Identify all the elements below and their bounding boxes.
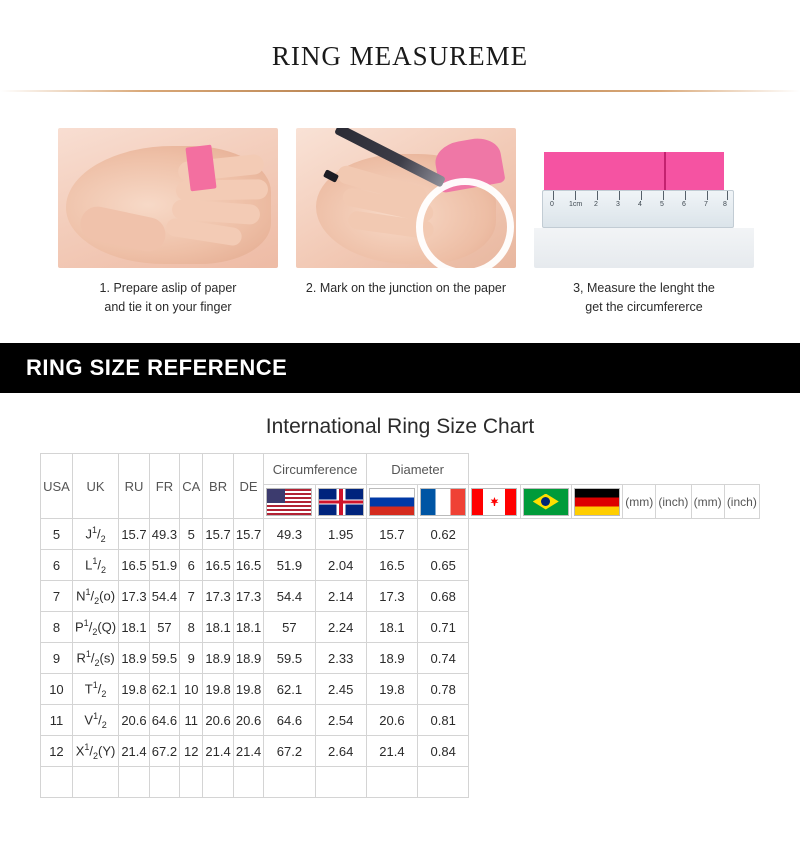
cell-usa: 10	[41, 674, 73, 705]
canada-flag-icon	[471, 488, 517, 516]
cell-usa: 6	[41, 550, 73, 581]
flag-cell-fr	[418, 485, 469, 519]
page-header	[0, 0, 800, 92]
unit-circumference-inch: (inch)	[656, 485, 691, 519]
cell-diameter-inch: 0.78	[418, 674, 469, 705]
cell-de: 20.6	[233, 705, 263, 736]
ruler-number: 0	[550, 201, 554, 208]
cell-uk: $T^1/_2$	[72, 674, 118, 705]
uk-flag-icon	[318, 488, 364, 516]
chart-title: International Ring Size Chart	[265, 415, 535, 438]
cell-diameter-mm: 17.3	[366, 581, 417, 612]
table-row	[41, 550, 760, 581]
step-1	[58, 128, 278, 317]
cell-fr: 62.1	[149, 674, 179, 705]
cell-fr: 54.4	[149, 581, 179, 612]
cell-ru: 18.9	[119, 643, 149, 674]
cell-uk: $P^1/_2(Q)$	[72, 612, 118, 643]
cell-ru: 16.5	[119, 550, 149, 581]
ruler-number: 2	[594, 201, 598, 208]
cell-usa: 9	[41, 643, 73, 674]
cell-empty	[72, 767, 118, 798]
cell-diameter-mm: 18.1	[366, 612, 417, 643]
cell-ru: 17.3	[119, 581, 149, 612]
cell-empty	[180, 767, 203, 798]
column-header-diameter: Diameter	[366, 454, 469, 485]
cell-fr: 49.3	[149, 519, 179, 550]
step-2-caption	[296, 279, 516, 298]
cell-circumference-mm: 54.4	[264, 581, 315, 612]
cell-ru: 21.4	[119, 736, 149, 767]
column-header-circumference: Circumference	[264, 454, 367, 485]
ruler-number: 1cm	[569, 201, 583, 208]
step-1-caption-line1: 1. Prepare aslip of paper	[99, 281, 237, 295]
cell-fr: 51.9	[149, 550, 179, 581]
unit-diameter-inch: (inch)	[724, 485, 759, 519]
cell-empty	[366, 767, 417, 798]
cell-circumference-mm: 59.5	[264, 643, 315, 674]
cell-diameter-mm: 15.7	[366, 519, 417, 550]
cell-fr: 67.2	[149, 736, 179, 767]
step-1-caption	[58, 279, 278, 317]
cell-diameter-inch: 0.81	[418, 705, 469, 736]
flag-cell-ca	[469, 485, 520, 519]
cell-fr: 64.6	[149, 705, 179, 736]
cell-diameter-mm: 19.8	[366, 674, 417, 705]
cell-circumference-mm: 49.3	[264, 519, 315, 550]
cell-circumference-inch: 2.45	[315, 674, 366, 705]
cell-empty	[233, 767, 263, 798]
cell-diameter-mm: 18.9	[366, 643, 417, 674]
cell-ru: 15.7	[119, 519, 149, 550]
cell-circumference-inch: 2.64	[315, 736, 366, 767]
unit-circumference-mm: (mm)	[623, 485, 656, 519]
instruction-steps	[0, 92, 800, 317]
cell-de: 17.3	[233, 581, 263, 612]
cell-diameter-mm: 16.5	[366, 550, 417, 581]
cell-br: 17.3	[203, 581, 233, 612]
step-3-caption-line1: 3, Measure the lenght the	[573, 281, 715, 295]
cell-circumference-mm: 57	[264, 612, 315, 643]
table-row	[41, 643, 760, 674]
ruler-number: 6	[682, 201, 686, 208]
column-header-uk: UK	[72, 454, 118, 519]
flag-cell-de	[571, 485, 622, 519]
cell-fr: 59.5	[149, 643, 179, 674]
cell-ru: 18.1	[119, 612, 149, 643]
unit-diameter-mm: (mm)	[691, 485, 724, 519]
cell-ca: 8	[180, 612, 203, 643]
usa-flag-icon	[266, 488, 312, 516]
cell-ru: 19.8	[119, 674, 149, 705]
cell-ca: 5	[180, 519, 203, 550]
cell-ca: 11	[180, 705, 203, 736]
cell-usa: 12	[41, 736, 73, 767]
section-banner-label: RING SIZE REFERENCE	[26, 355, 288, 380]
cell-empty	[149, 767, 179, 798]
france-flag-icon	[420, 488, 466, 516]
cell-circumference-inch: 1.95	[315, 519, 366, 550]
table-row	[41, 736, 760, 767]
cell-ca: 9	[180, 643, 203, 674]
header-divider	[0, 90, 800, 92]
cell-empty	[418, 767, 469, 798]
column-header-fr: FR	[149, 454, 179, 519]
column-header-br: BR	[203, 454, 233, 519]
cell-circumference-mm: 67.2	[264, 736, 315, 767]
cell-ca: 7	[180, 581, 203, 612]
flag-cell-ru	[366, 485, 417, 519]
hand-with-paper-slip-photo	[58, 128, 278, 268]
cell-usa: 5	[41, 519, 73, 550]
table-row	[41, 519, 760, 550]
ring-size-table	[40, 453, 760, 798]
cell-uk: $J^1/_2$	[72, 519, 118, 550]
ruler-number: 3	[616, 201, 620, 208]
section-banner	[0, 343, 800, 393]
cell-circumference-mm: 51.9	[264, 550, 315, 581]
cell-br: 15.7	[203, 519, 233, 550]
cell-circumference-inch: 2.04	[315, 550, 366, 581]
cell-de: 19.8	[233, 674, 263, 705]
cell-empty	[315, 767, 366, 798]
cell-circumference-inch: 2.14	[315, 581, 366, 612]
table-header-row	[41, 454, 760, 485]
cell-empty	[203, 767, 233, 798]
cell-diameter-mm: 21.4	[366, 736, 417, 767]
cell-diameter-inch: 0.68	[418, 581, 469, 612]
column-header-ru: RU	[119, 454, 149, 519]
cell-diameter-inch: 0.62	[418, 519, 469, 550]
cell-circumference-inch: 2.24	[315, 612, 366, 643]
cell-br: 20.6	[203, 705, 233, 736]
step-2	[296, 128, 516, 317]
cell-empty	[41, 767, 73, 798]
cell-br: 16.5	[203, 550, 233, 581]
brazil-flag-icon	[523, 488, 569, 516]
table-row	[41, 612, 760, 643]
column-header-ca: CA	[180, 454, 203, 519]
cell-diameter-mm: 20.6	[366, 705, 417, 736]
table-row	[41, 705, 760, 736]
cell-br: 18.1	[203, 612, 233, 643]
cell-de: 18.9	[233, 643, 263, 674]
cell-diameter-inch: 0.84	[418, 736, 469, 767]
cell-ru: 20.6	[119, 705, 149, 736]
ruler-number: 5	[660, 201, 664, 208]
cell-de: 15.7	[233, 519, 263, 550]
cell-ca: 6	[180, 550, 203, 581]
ruler-graphic	[542, 190, 734, 228]
cell-diameter-inch: 0.71	[418, 612, 469, 643]
step-3-caption	[534, 279, 754, 317]
cell-ca: 10	[180, 674, 203, 705]
cell-br: 19.8	[203, 674, 233, 705]
table-row	[41, 581, 760, 612]
cell-uk: $L^1/_2$	[72, 550, 118, 581]
cell-de: 16.5	[233, 550, 263, 581]
table-row	[41, 767, 760, 798]
germany-flag-icon	[574, 488, 620, 516]
cell-circumference-mm: 64.6	[264, 705, 315, 736]
cell-usa: 11	[41, 705, 73, 736]
cell-empty	[264, 767, 315, 798]
cell-uk: $V^1/_2$	[72, 705, 118, 736]
russia-flag-icon	[369, 488, 415, 516]
flag-cell-usa	[264, 485, 315, 519]
step-3	[534, 128, 754, 317]
cell-circumference-inch: 2.33	[315, 643, 366, 674]
cell-circumference-inch: 2.54	[315, 705, 366, 736]
cell-usa: 7	[41, 581, 73, 612]
cell-diameter-inch: 0.74	[418, 643, 469, 674]
cell-de: 18.1	[233, 612, 263, 643]
cell-diameter-inch: 0.65	[418, 550, 469, 581]
cell-uk: $R^1/_2(s)$	[72, 643, 118, 674]
column-header-usa: USA	[41, 454, 73, 519]
cell-uk: $X^1/_2(Y)$	[72, 736, 118, 767]
marking-junction-with-pen-photo	[296, 128, 516, 268]
cell-ca: 12	[180, 736, 203, 767]
cell-uk: $N^1/_2(o)$	[72, 581, 118, 612]
step-2-caption-line1: 2. Mark on the junction on the paper	[305, 281, 507, 295]
cell-empty	[119, 767, 149, 798]
cell-br: 21.4	[203, 736, 233, 767]
cell-circumference-mm: 62.1	[264, 674, 315, 705]
ruler-number: 8	[723, 201, 727, 208]
flag-cell-br	[520, 485, 571, 519]
cell-usa: 8	[41, 612, 73, 643]
step-3-caption-line2: get the circumfererce	[585, 300, 703, 314]
table-row	[41, 674, 760, 705]
column-header-de: DE	[233, 454, 263, 519]
cell-fr: 57	[149, 612, 179, 643]
cell-de: 21.4	[233, 736, 263, 767]
table-body	[41, 519, 760, 798]
measuring-with-ruler-photo	[534, 128, 754, 268]
page-title: RING MEASUREME	[271, 41, 529, 71]
cell-br: 18.9	[203, 643, 233, 674]
ruler-number: 4	[638, 201, 642, 208]
step-1-caption-line2: and tie it on your finger	[104, 300, 232, 314]
ruler-number: 7	[704, 201, 708, 208]
flag-cell-uk	[315, 485, 366, 519]
